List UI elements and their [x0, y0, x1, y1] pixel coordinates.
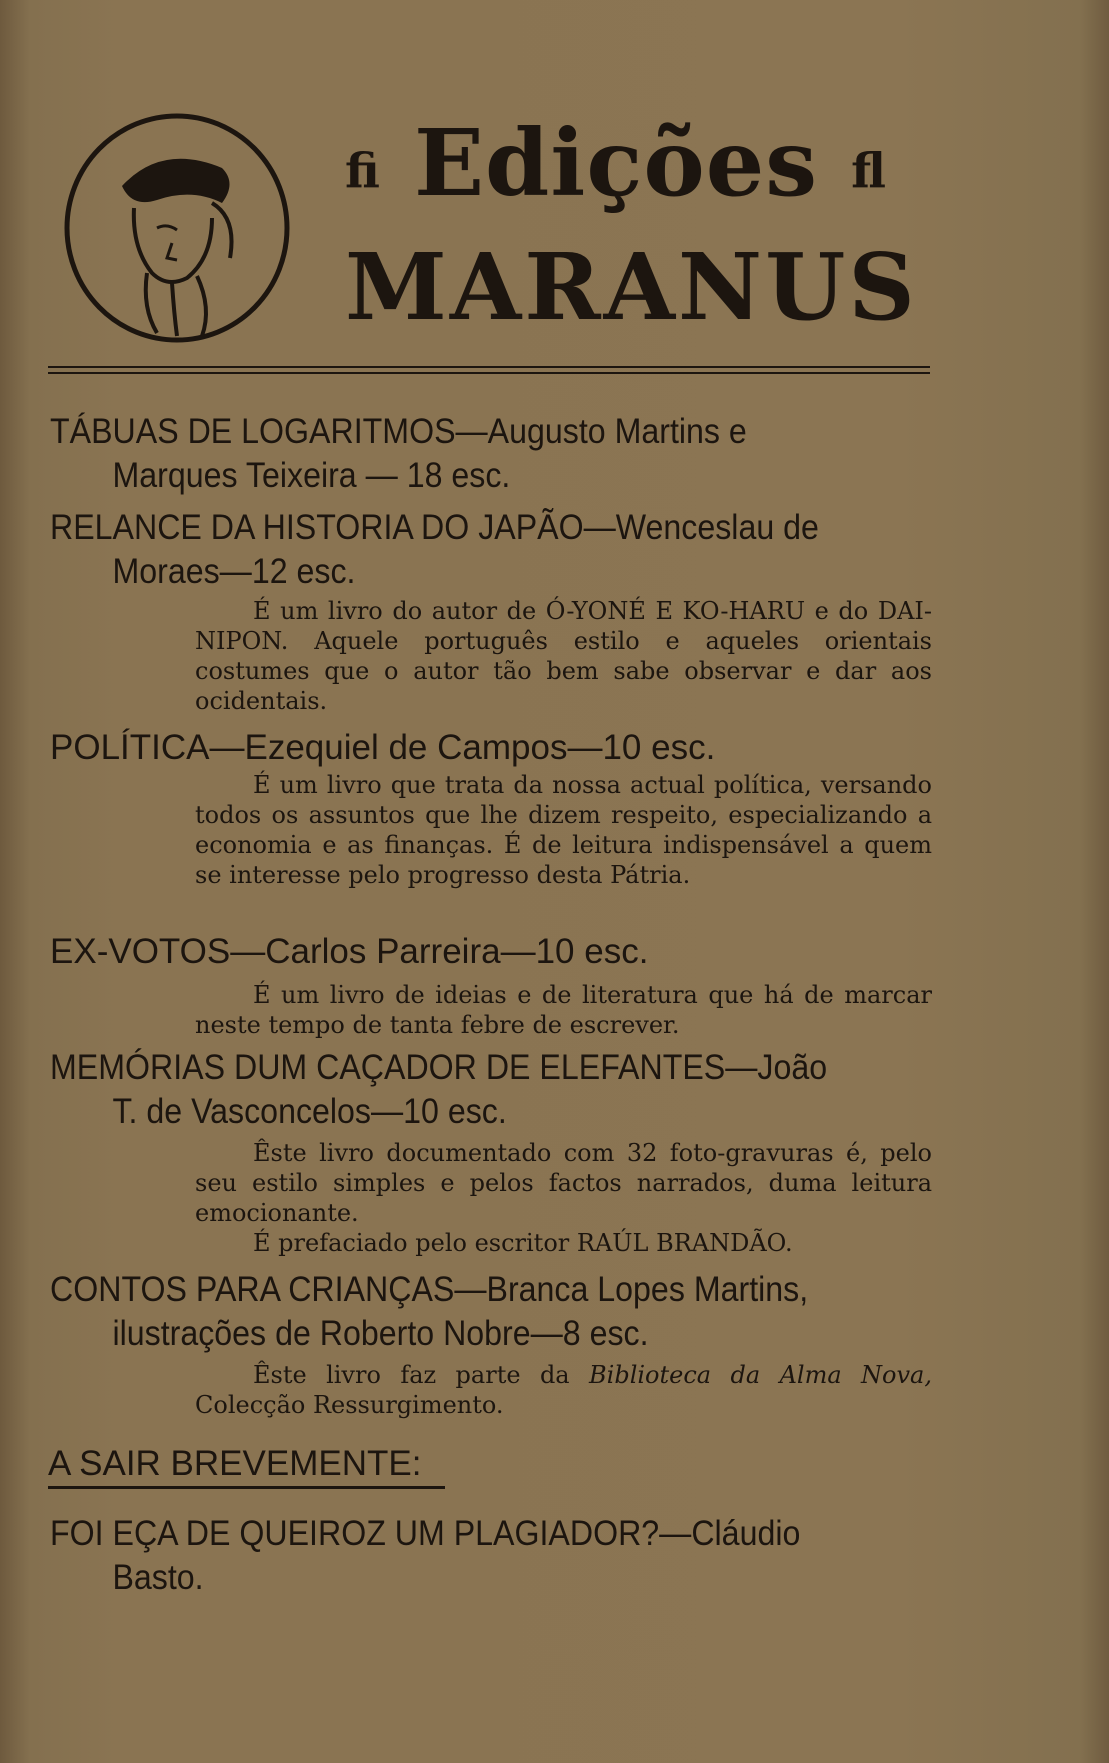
description-text: É um livro de ideias e de literatura que há de marcar neste tempo de tanta febre de escrever.	[195, 981, 932, 1039]
description-text: É um livro que trata da nossa actual política, versando todos os assuntos que lhe dizem respeito, especializando a economia e as finanças. É de leitura indispensável a quem se interesse pelo progresso desta Pátria.	[195, 771, 932, 889]
book-heading-line: T. de Vasconcelos—10 esc.	[112, 1092, 507, 1131]
book-heading-relance	[50, 506, 868, 594]
ornament-right-icon: ﬂ	[851, 143, 887, 200]
book-heading-line: CONTOS PARA CRIANÇAS—Branca Lopes Martins,	[50, 1270, 809, 1309]
description-italic-part: Biblioteca da Alma Nova,	[589, 1361, 932, 1389]
book-description-memorias	[195, 1138, 932, 1258]
book-description-contos	[195, 1360, 932, 1420]
book-heading-line: FOI EÇA DE QUEIROZ UM PLAGIADOR?—Cláudio	[50, 1514, 801, 1553]
description-text: Êste livro documentado com 32 foto-gravuras é, pelo seu estilo simples e pelos factos narrados, duma leitura emocionante.	[195, 1139, 932, 1227]
book-heading-forthcoming	[50, 1512, 868, 1600]
ornament-left-icon: ﬁ	[345, 143, 381, 200]
book-heading-line: ilustrações de Roberto Nobre—8 esc.	[112, 1314, 649, 1353]
book-description-politica	[195, 770, 932, 890]
book-description-relance	[195, 596, 932, 716]
title-maranus: MARANUS	[345, 233, 918, 341]
book-heading-line: Moraes—12 esc.	[112, 552, 356, 591]
book-heading-line: EX-VOTOS—Carlos Parreira—10 esc.	[50, 932, 649, 971]
book-heading-politica	[50, 726, 940, 770]
description-text	[195, 1360, 932, 1420]
title-edicoes: Edições	[413, 109, 819, 217]
book-heading-contos	[50, 1268, 868, 1356]
book-heading-memorias	[50, 1046, 868, 1134]
book-heading-line: Basto.	[112, 1558, 204, 1597]
book-heading-line: MEMÓRIAS DUM CAÇADOR DE ELEFANTES—João	[50, 1048, 828, 1087]
description-text: É um livro do autor de Ó-YONÉ E KO-HARU e do DAI-NIPON. Aquele português estilo e aqueles orientais costumes que o autor tão bem sabe observar e dar aos ocidentais.	[195, 597, 932, 715]
title-line-edicoes	[345, 108, 887, 226]
divider-rule-top	[48, 366, 930, 368]
book-heading-line: Marques Teixeira — 18 esc.	[112, 456, 511, 495]
book-heading-tabuas	[50, 410, 868, 498]
book-heading-line: RELANCE DA HISTORIA DO JAPÃO—Wenceslau de	[50, 508, 819, 547]
book-description-ex-votos	[195, 980, 932, 1040]
description-part: Êste livro faz parte da	[253, 1361, 590, 1389]
book-heading-ex-votos	[50, 930, 940, 974]
divider-rule-bottom	[48, 372, 930, 374]
book-heading-line: POLÍTICA—Ezequiel de Campos—10 esc.	[50, 728, 716, 767]
description-part: Colecção Ressurgimento.	[195, 1391, 504, 1419]
description-text-preface: É prefaciado pelo escritor RAÚL BRANDÃO.	[253, 1229, 793, 1257]
book-heading-line: TÁBUAS DE LOGARITMOS—Augusto Martins e	[50, 412, 747, 451]
forthcoming-label: A SAIR BREVEMENTE:	[48, 1442, 445, 1489]
publisher-logo-emblem	[62, 108, 292, 348]
